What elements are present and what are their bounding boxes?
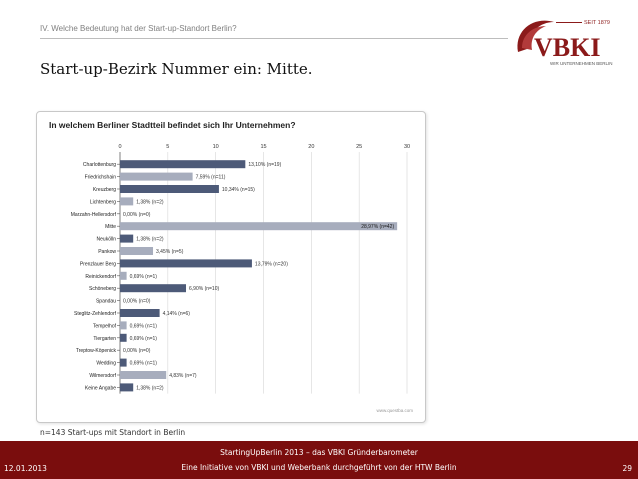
chart-title: In welchem Berliner Stadtteil befindet sich Ihr Unternehmen? — [49, 120, 296, 130]
x-tick-label: 15 — [260, 144, 267, 150]
logo-name: VBKI — [534, 33, 601, 62]
data-label: 0,69% (n=1) — [129, 335, 157, 342]
chart-panel — [36, 111, 426, 423]
page-number: 29 — [622, 464, 632, 473]
data-label: 6,90% (n=10) — [189, 286, 220, 293]
logo-tagline: WIR UNTERNEHMEN BERLIN — [550, 61, 613, 66]
logo-since-rule — [556, 22, 582, 23]
category-label: Reinickendorf — [85, 273, 116, 280]
category-label: Wilmersdorf — [89, 373, 116, 379]
category-label: Schöneberg — [89, 286, 116, 293]
bar — [120, 173, 193, 181]
bar — [120, 272, 127, 280]
x-tick-label: 10 — [212, 144, 219, 150]
category-label: Lichtenberg — [89, 199, 116, 206]
data-label: 13,10% (n=19) — [248, 162, 282, 169]
data-label: 0,00% (n=0) — [123, 348, 151, 355]
bar — [120, 334, 127, 342]
footer-date: 12.01.2013 — [4, 464, 47, 473]
logo-since: SEIT 1879 — [584, 20, 610, 26]
category-label: Pankow — [98, 249, 116, 255]
bar-chart — [37, 112, 425, 422]
footer-line-2: Eine Initiative von VBKI und Weberbank durchgeführt von der HTW Berlin — [181, 463, 457, 472]
vbki-logo — [512, 12, 620, 70]
data-label: 1,38% (n=2) — [136, 199, 164, 206]
x-tick-label: 5 — [166, 144, 170, 150]
bar — [120, 371, 166, 379]
data-label: 0,69% (n=1) — [129, 323, 157, 330]
footer-line-1: StartingUpBerlin 2013 – das VBKI Gründerbarometer — [220, 448, 418, 457]
data-label: 13,79% (n=20) — [254, 261, 288, 268]
category-label: Friedrichshain — [84, 174, 116, 181]
category-label: Tiergarten — [93, 335, 116, 342]
bar — [120, 247, 153, 255]
data-label: 10,34% (n=15) — [221, 187, 255, 193]
bar — [120, 197, 133, 205]
footer-bar — [0, 441, 638, 479]
data-label: 0,00% (n=0) — [123, 298, 151, 305]
category-label: Tempelhof — [92, 323, 116, 330]
category-label: Steglitz-Zehlendorf — [74, 311, 116, 317]
x-tick-label: 20 — [308, 144, 315, 150]
bar — [120, 185, 219, 193]
bar — [120, 309, 160, 317]
bar — [120, 284, 186, 292]
category-label: Marzahn-Hellersdorf — [70, 211, 116, 218]
footnote: n=143 Start-ups mit Standort in Berlin — [40, 428, 186, 437]
data-label: 28,97% (n=42) — [361, 224, 395, 231]
category-label: Charlottenburg — [82, 162, 116, 169]
data-label: 0,69% (n=1) — [129, 360, 157, 367]
slide-title: Start-up-Bezirk Nummer ein: Mitte. — [40, 60, 313, 78]
bar — [120, 259, 252, 267]
bar — [120, 235, 133, 243]
x-tick-label: 0 — [118, 144, 122, 150]
bar — [120, 321, 127, 329]
category-label: Treptow-Köpenick — [75, 348, 116, 355]
section-label: IV. Welche Bedeutung hat der Start-up-Standort Berlin? — [40, 24, 237, 33]
header-divider — [40, 38, 508, 39]
chart-watermark: www.questba.com — [376, 408, 413, 413]
data-label: 4,14% (n=6) — [162, 311, 190, 317]
category-label: Neukölln — [96, 236, 116, 243]
bar — [120, 359, 127, 367]
data-label: 4,83% (n=7) — [169, 373, 197, 379]
category-label: Spandau — [95, 298, 116, 305]
x-tick-label: 25 — [356, 144, 363, 150]
category-label: Mitte — [105, 224, 116, 231]
bar — [120, 222, 397, 230]
bar — [120, 160, 245, 168]
data-label: 1,38% (n=2) — [136, 385, 164, 392]
data-label: 0,69% (n=1) — [129, 273, 157, 280]
category-label: Kreuzberg — [92, 187, 116, 193]
data-label: 3,45% (n=5) — [156, 249, 184, 255]
x-tick-label: 30 — [403, 144, 411, 150]
data-label: 0,00% (n=0) — [123, 211, 151, 218]
category-label: Prenzlauer Berg — [79, 261, 116, 268]
bar — [120, 383, 133, 391]
category-label: Wedding — [96, 360, 116, 367]
data-label: 1,38% (n=2) — [136, 236, 164, 243]
data-label: 7,59% (n=11) — [195, 174, 226, 181]
category-label: Keine Angabe — [84, 385, 116, 392]
